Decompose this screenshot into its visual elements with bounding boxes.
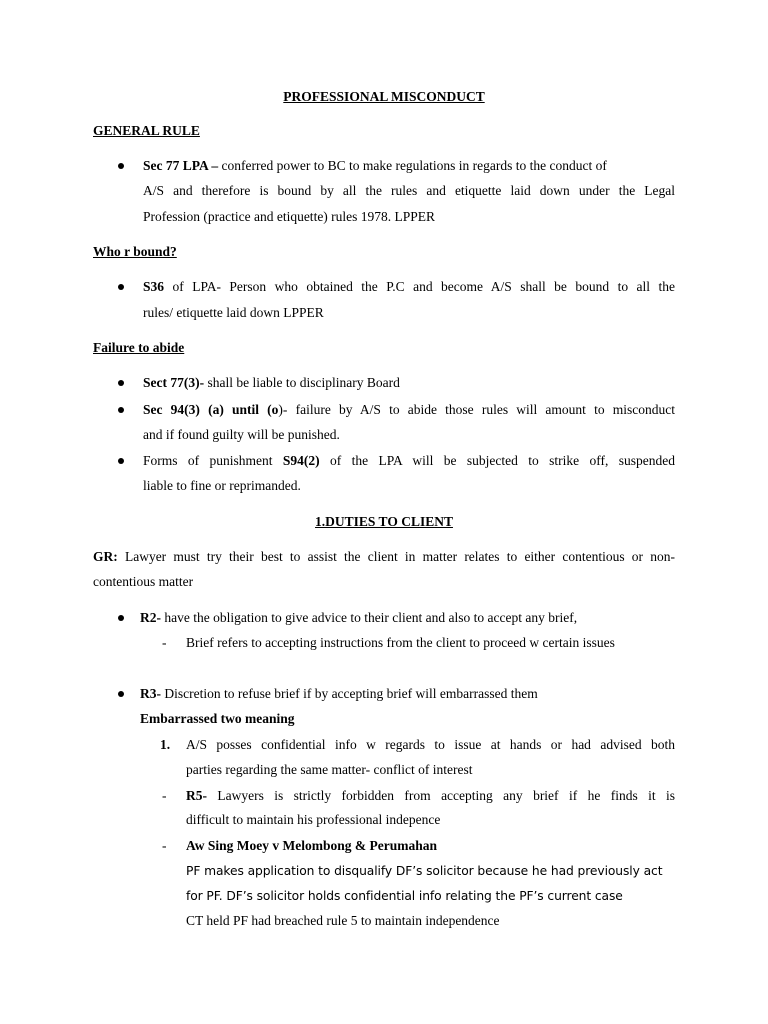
dash-marker: - [162, 838, 167, 853]
general-rule-item-line3: Profession (practice and etiquette) rules 1978. LPPER [143, 209, 436, 224]
bullet-icon [118, 458, 124, 464]
failure-item2-line2: and if found guilty will be punished. [143, 427, 340, 442]
bullet-icon [118, 284, 124, 290]
failure-heading: Failure to abide [93, 340, 185, 355]
who-bound-item-line1: S36 of LPA- Person who obtained the P.C and become A/S shall be bound to all the [143, 279, 675, 294]
duties-heading: 1.DUTIES TO CLIENT [315, 514, 453, 529]
failure-item2-line1: Sec 94(3) (a) until (o)- failure by A/S to abide those rules will amount to misconduct [143, 402, 675, 417]
r3-subheading: Embarrassed two meaning [140, 711, 295, 726]
who-bound-heading: Who r bound? [93, 244, 177, 259]
bullet-icon [118, 163, 124, 169]
case-line1: PF makes application to disqualify DF’s solicitor because he had previously act [186, 864, 663, 878]
point1-line1: A/S posses confidential info w regards to issue at hands or had advised both [186, 737, 675, 752]
general-rule-heading: GENERAL RULE [93, 123, 200, 138]
bullet-icon [118, 691, 124, 697]
r5-line1: R5- Lawyers is strictly forbidden from accepting any brief if he finds it is [186, 788, 676, 803]
failure-item3-line1: Forms of punishment S94(2) of the LPA will be subjected to strike off, suspended [143, 453, 676, 468]
dash-marker: - [162, 635, 167, 650]
duties-gr-line2: contentious matter [93, 574, 194, 589]
failure-item3-line2: liable to fine or reprimanded. [143, 478, 301, 493]
case-name: Aw Sing Moey v Melombong & Perumahan [186, 838, 437, 853]
point1-line2: parties regarding the same matter- conflict of interest [186, 762, 473, 777]
bullet-icon [118, 407, 124, 413]
r2-sub: Brief refers to accepting instructions from the client to proceed w certain issues [186, 635, 615, 650]
failure-item1: Sect 77(3)- shall be liable to disciplinary Board [143, 375, 400, 390]
r5-line2: difficult to maintain his professional indepence [186, 812, 441, 827]
who-bound-item-line2: rules/ etiquette laid down LPPER [143, 305, 324, 320]
duties-gr-line1: GR: Lawyer must try their best to assist the client in matter relates to either contentious or non- [93, 549, 675, 564]
page-title: PROFESSIONAL MISCONDUCT [283, 89, 485, 104]
general-rule-item-line2: A/S and therefore is bound by all the rules and etiquette laid down under the Legal [143, 183, 675, 198]
case-line2: for PF. DF’s solicitor holds confidential info relating the PF’s current case [186, 889, 623, 903]
bullet-icon [118, 380, 124, 386]
r3-item: R3- Discretion to refuse brief if by accepting brief will embarrassed them [140, 686, 538, 701]
case-line3: CT held PF had breached rule 5 to maintain independence [186, 913, 500, 928]
r2-item: R2- have the obligation to give advice to their client and also to accept any brief, [140, 610, 578, 625]
bullet-icon [118, 615, 124, 621]
dash-marker: - [162, 788, 167, 803]
point-number: 1. [160, 737, 171, 752]
general-rule-item-line1: Sec 77 LPA – conferred power to BC to make regulations in regards to the conduct of [143, 158, 607, 173]
